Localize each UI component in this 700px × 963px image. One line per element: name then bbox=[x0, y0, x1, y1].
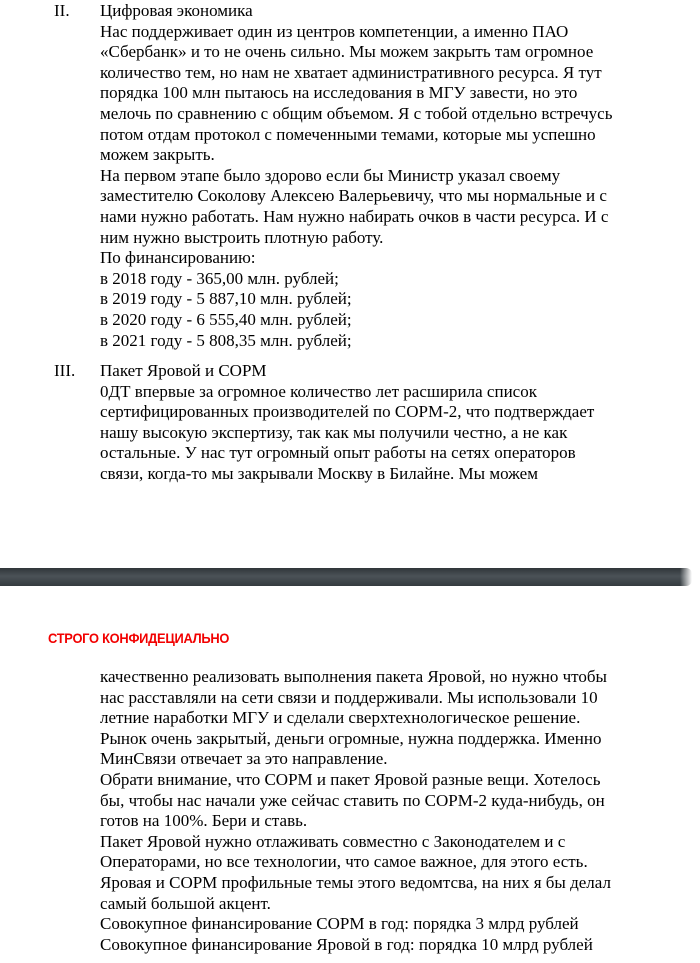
text-line: нашу высокую экспертизу, так как мы получили честно, а не как bbox=[100, 422, 568, 442]
section-ii bbox=[0, 1, 700, 351]
page-break-bar bbox=[0, 568, 692, 586]
text-line: Яровая и СОРМ профильные темы этого ведомтсва, на них я бы делал bbox=[100, 872, 611, 892]
text-line: нами нужно работать. Нам нужно набирать очков в части ресурса. И с bbox=[100, 206, 609, 226]
text-line: в 2021 году - 5 808,35 млн. рублей; bbox=[100, 330, 352, 350]
section-iii bbox=[0, 361, 700, 485]
text-line: заместителю Соколову Алексею Валерьевичу, что мы нормальные и с bbox=[100, 186, 607, 206]
text-line: готов на 100%. Бери и ставь. bbox=[100, 811, 308, 831]
section-ii-numeral: II. bbox=[54, 1, 70, 20]
text-line: Обрати внимание, что СОРМ и пакет Яровой разные вещи. Хотелось bbox=[100, 769, 601, 789]
section-ii-paragraph-2 bbox=[100, 166, 652, 248]
text-line: в 2019 году - 5 887,10 млн. рублей; bbox=[100, 289, 352, 309]
text-line: ним нужно выстроить плотную работу. bbox=[100, 227, 384, 247]
text-line: в 2018 году - 365,00 млн. рублей; bbox=[100, 268, 339, 288]
text-line: порядка 100 млн пытаюсь на исследования в МГУ завести, но это bbox=[100, 83, 578, 103]
text-line: самый большой акцент. bbox=[100, 893, 271, 913]
text-line: На первом этапе было здорово если бы Министр указал своему bbox=[100, 165, 561, 185]
financing-list bbox=[100, 269, 652, 351]
text-line: мелочь по сравнению с общим объемом. Я с тобой отдельно встречусь bbox=[100, 103, 613, 123]
text-line: Совокупное финансирование Яровой в год: порядка 10 млрд рублей bbox=[100, 934, 593, 954]
text-line: МинСвязи отвечает за это направление. bbox=[100, 749, 388, 769]
text-line: можем закрыть. bbox=[100, 145, 215, 165]
text-line: Нас поддерживает один из центров компетенции, а именно ПАО bbox=[100, 21, 569, 41]
section-ii-title: Цифровая экономика bbox=[100, 1, 253, 20]
text-line: Рынок очень закрытый, деньги огромные, нужна поддержка. Именно bbox=[100, 728, 602, 748]
text-line: 0ДТ впервые за огромное количество лет расширила список bbox=[100, 381, 537, 401]
text-line: в 2020 году - 6 555,40 млн. рублей; bbox=[100, 309, 352, 329]
text-line: Совокупное финансирование СОРМ в год: порядка 3 млрд рублей bbox=[100, 914, 579, 934]
section-ii-paragraph-1 bbox=[100, 22, 652, 166]
text-line: бы, чтобы нас начали уже сейчас ставить по СОРМ-2 куда-нибудь, он bbox=[100, 790, 605, 810]
text-line: потом отдам протокол с помеченными темами, которые мы успешно bbox=[100, 124, 596, 144]
text-line: Пакет Яровой нужно отлаживать совместно с Законодателем и с bbox=[100, 831, 566, 851]
text-line: остальные. У нас тут огромный опыт работы на сетях операторов bbox=[100, 443, 576, 463]
section-iii-title: Пакет Яровой и СОРМ bbox=[100, 361, 267, 381]
text-line: сертифицированных производителей по СОРМ-2, что подтверждает bbox=[100, 402, 595, 422]
confidential-stamp: СТРОГО КОНФИДЕЦИАЛЬНО bbox=[48, 630, 230, 646]
text-line: летние наработки МГУ и сделали сверхтехнологическое решение. bbox=[100, 708, 581, 728]
text-line: связи, когда-то мы закрывали Москву в Билайне. Мы можем bbox=[100, 464, 538, 484]
page-2-body bbox=[100, 667, 660, 955]
section-iii-numeral: III. bbox=[54, 361, 76, 381]
page-1-content bbox=[0, 1, 700, 485]
text-line: «Сбербанк» и то не очень сильно. Мы можем закрыть там огромное bbox=[100, 42, 594, 62]
section-ii-body bbox=[100, 1, 652, 351]
text-line: Операторами, но все технологии, что самое важное, для этого есть. bbox=[100, 852, 588, 872]
section-iii-body bbox=[100, 361, 652, 485]
financing-label: По финансированию: bbox=[100, 248, 256, 268]
text-line: качественно реализовать выполнения пакета Яровой, но нужно чтобы bbox=[100, 667, 607, 686]
text-line: нас расставляли на сети связи и поддерживали. Мы использовали 10 bbox=[100, 687, 598, 707]
text-line: количество тем, но нам не хватает административного ресурса. Я тут bbox=[100, 62, 602, 82]
section-iii-paragraph-1 bbox=[100, 382, 652, 485]
